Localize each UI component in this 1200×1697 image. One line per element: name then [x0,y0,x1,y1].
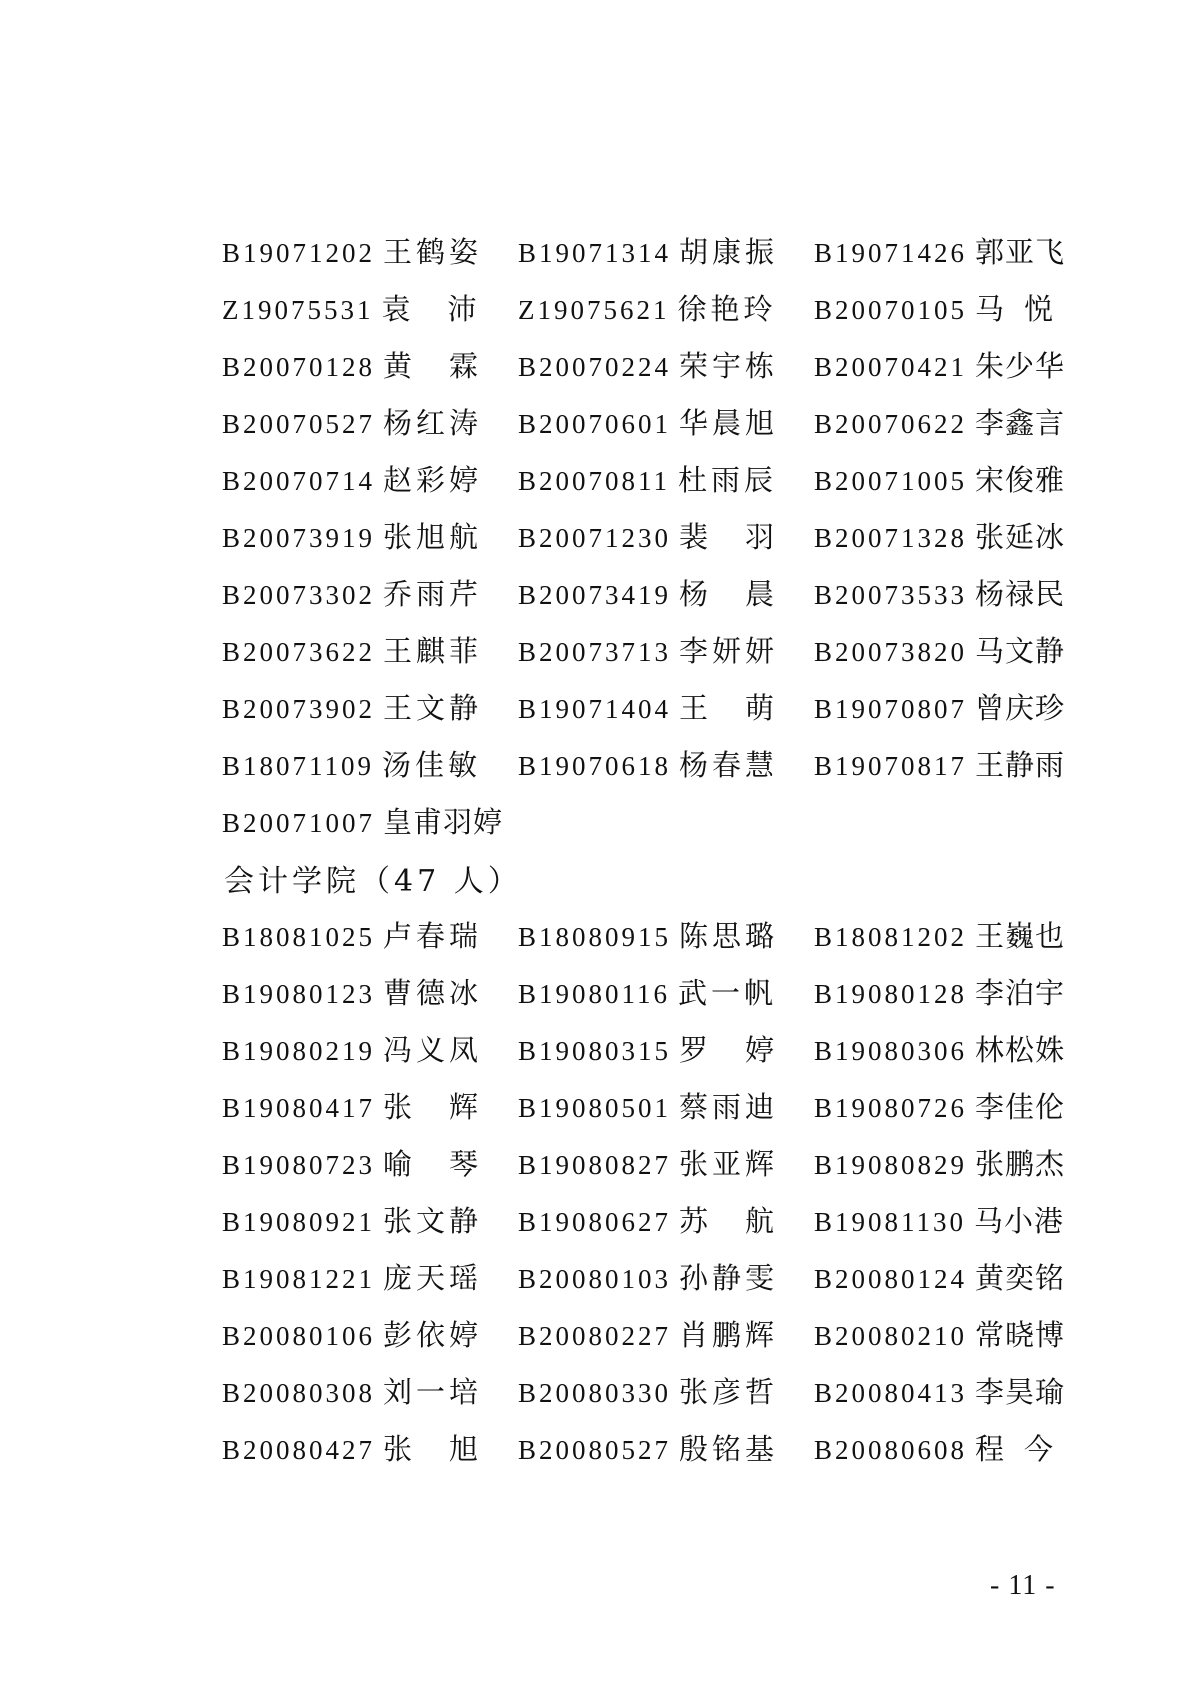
student-entry [518,1199,814,1240]
student-id: B20080413 [814,1378,968,1408]
list-row [222,621,1082,678]
student-entry [518,572,814,613]
student-entry [518,1427,814,1468]
student-name: 胡康振 [679,235,776,269]
student-entry [518,230,814,271]
list-row [222,507,1082,564]
student-name: 肖鹏辉 [679,1318,776,1352]
student-id: B19080123 [222,979,376,1009]
student-entry [222,686,518,727]
student-id: B20070714 [222,466,376,496]
student-entry [222,800,504,841]
student-name: 杨红涛 [383,406,480,440]
student-id: B20080106 [222,1321,376,1351]
student-id: B20080330 [518,1378,672,1408]
student-name: 宋俊雅 [975,463,1066,497]
student-name: 曾庆珍 [975,691,1066,725]
student-name: 王静雨 [975,748,1066,782]
student-entry [222,1427,518,1468]
student-id: B19070807 [814,694,968,724]
student-name: 张亚辉 [679,1147,776,1181]
student-id: B20080427 [222,1435,376,1465]
student-id: B19080315 [518,1036,672,1066]
student-entry [814,1427,1054,1468]
student-name: 王巍也 [975,919,1066,953]
student-name: 黄奕铭 [975,1261,1066,1295]
student-id: B20073820 [814,637,968,667]
student-id: B18081202 [814,922,968,952]
student-entry [814,743,1066,784]
student-id: B20070601 [518,409,672,439]
student-entry [814,971,1066,1012]
student-entry [518,1313,814,1354]
student-id: B19080306 [814,1036,968,1066]
student-entry [814,629,1066,670]
student-entry [518,629,814,670]
student-name: 裴 羽 [679,520,776,554]
student-id: B20070224 [518,352,672,382]
student-name: 张彦哲 [679,1375,776,1409]
student-name: 冯义凤 [383,1033,480,1067]
student-id: B20071005 [814,466,968,496]
student-entry [814,401,1066,442]
student-entry [222,971,518,1012]
student-name: 李鑫言 [975,406,1066,440]
student-id: B20080608 [814,1435,968,1465]
student-id: B20071328 [814,523,968,553]
list-row [222,1305,1082,1362]
student-name: 皇甫羽婷 [383,805,504,839]
student-name: 罗 婷 [679,1033,776,1067]
student-id: B19071404 [518,694,672,724]
student-id: B19080726 [814,1093,968,1123]
student-name: 郭亚飞 [975,235,1066,269]
student-entry [814,458,1066,499]
student-name: 王麒菲 [383,634,480,668]
student-name: 张文静 [383,1204,480,1238]
student-entry [518,914,814,955]
list-row [222,1248,1082,1305]
student-entry [222,572,518,613]
student-id: B20071007 [222,808,376,838]
student-entry [814,344,1066,385]
student-id: B20071230 [518,523,672,553]
student-entry [222,230,518,271]
student-name: 张旭航 [383,520,480,554]
student-name: 李佳伦 [975,1090,1066,1124]
student-name: 张 辉 [383,1090,480,1124]
student-id: B19080829 [814,1150,968,1180]
student-name: 苏 航 [679,1204,776,1238]
student-id: B19080627 [518,1207,672,1237]
student-id: B19081221 [222,1264,376,1294]
student-id: B19070817 [814,751,968,781]
student-name: 乔雨芹 [383,577,480,611]
list-row [222,1191,1082,1248]
list-row [222,279,1082,336]
student-name: 徐艳玲 [677,292,774,326]
student-entry [518,686,814,727]
student-id: B20080103 [518,1264,672,1294]
student-name: 黄 霖 [383,349,480,383]
student-name: 庞天瑶 [383,1261,480,1295]
student-entry [222,743,518,784]
student-list [222,222,1082,1476]
page-number: - 11 - [990,1570,1056,1601]
student-name: 荣宇栋 [679,349,776,383]
student-id: B20073622 [222,637,376,667]
list-row [222,678,1082,735]
student-id: B20070421 [814,352,968,382]
student-name: 武一帆 [678,976,775,1010]
student-name: 马文静 [975,634,1066,668]
list-row [222,906,1082,963]
student-id: B20073902 [222,694,376,724]
student-id: B20080124 [814,1264,968,1294]
student-name: 喻 琴 [383,1147,480,1181]
student-entry [814,1199,1065,1240]
student-id: B19080116 [518,979,671,1009]
list-row [222,1134,1082,1191]
student-entry [518,344,814,385]
student-entry [814,1256,1066,1297]
student-name: 朱少华 [975,349,1066,383]
student-entry [814,572,1066,613]
student-entry [222,287,518,328]
student-entry [518,1142,814,1183]
student-id: B19080723 [222,1150,376,1180]
student-entry [814,1085,1066,1126]
student-entry [518,1028,814,1069]
student-entry [518,1085,814,1126]
student-entry [814,515,1066,556]
student-id: B20070128 [222,352,376,382]
student-name: 王鹤姿 [383,235,480,269]
student-id: B19080219 [222,1036,376,1066]
student-entry [222,515,518,556]
student-name: 常晓博 [975,1318,1066,1352]
list-row [222,222,1082,279]
student-name: 张延冰 [975,520,1066,554]
student-id: B20073419 [518,580,672,610]
student-name: 张 旭 [383,1432,480,1466]
student-entry [814,1142,1066,1183]
list-row [222,792,1082,849]
section-heading: 会计学院（47 人） [224,863,522,899]
student-name: 曹德冰 [383,976,480,1010]
student-id: B20080210 [814,1321,968,1351]
student-name: 汤佳敏 [382,748,479,782]
student-name: 马小港 [974,1204,1065,1238]
student-name: 李泊宇 [975,976,1066,1010]
student-id: B19080827 [518,1150,672,1180]
student-entry [518,743,814,784]
list-row [222,393,1082,450]
student-entry [518,971,814,1012]
list-row [222,1362,1082,1419]
student-name: 程 今 [975,1432,1054,1466]
student-id: Z19075531 [222,295,374,325]
student-entry [518,458,814,499]
student-id: B20073713 [518,637,672,667]
student-name: 刘一培 [383,1375,480,1409]
student-name: 蔡雨迪 [679,1090,776,1124]
student-id: B18080915 [518,922,672,952]
student-name: 林松姝 [975,1033,1066,1067]
student-entry [222,1085,518,1126]
student-entry [518,1256,814,1297]
student-entry [222,1142,518,1183]
student-id: Z19075621 [518,295,670,325]
student-entry [518,515,814,556]
student-id: B20073302 [222,580,376,610]
student-entry [814,914,1066,955]
student-entry [518,287,814,328]
student-entry [222,629,518,670]
student-entry [518,1370,814,1411]
student-name: 张鹏杰 [975,1147,1066,1181]
student-name: 杨春慧 [679,748,776,782]
list-row [222,336,1082,393]
student-id: B20080527 [518,1435,672,1465]
list-row [222,963,1082,1020]
student-entry [222,1028,518,1069]
student-entry [814,230,1066,271]
student-entry [814,1028,1066,1069]
student-entry [518,401,814,442]
student-name: 李妍妍 [679,634,776,668]
student-id: B19071426 [814,238,968,268]
student-name: 杜雨辰 [678,463,775,497]
student-id: B20080227 [518,1321,672,1351]
student-name: 彭依婷 [383,1318,480,1352]
student-entry [814,287,1054,328]
student-name: 王文静 [383,691,480,725]
list-row [222,1419,1082,1476]
student-id: B19080128 [814,979,968,1009]
student-entry [222,914,518,955]
student-entry [222,344,518,385]
student-id: B19071314 [518,238,672,268]
list-row [222,450,1082,507]
student-name: 李昊瑜 [975,1375,1066,1409]
student-name: 马 悦 [975,292,1054,326]
student-name: 袁 沛 [381,292,478,326]
student-id: B20073533 [814,580,968,610]
student-entry [222,401,518,442]
list-row [222,1077,1082,1134]
student-entry [222,1370,518,1411]
student-id: B19080417 [222,1093,376,1123]
student-id: B19080921 [222,1207,376,1237]
list-row [222,564,1082,621]
student-name: 孙静雯 [679,1261,776,1295]
student-name: 杨禄民 [975,577,1066,611]
student-name: 陈思璐 [679,919,776,953]
student-id: B20080308 [222,1378,376,1408]
student-entry [814,686,1066,727]
student-entry [222,1199,518,1240]
student-id: B19080501 [518,1093,672,1123]
student-name: 杨 晨 [679,577,776,611]
student-id: B20070622 [814,409,968,439]
student-id: B19070618 [518,751,672,781]
student-name: 殷铭基 [679,1432,776,1466]
student-id: B19071202 [222,238,376,268]
student-entry [814,1370,1066,1411]
student-entry [222,458,518,499]
student-name: 赵彩婷 [383,463,480,497]
student-entry [814,1313,1066,1354]
student-name: 卢春瑞 [383,919,480,953]
student-entry [222,1256,518,1297]
list-row [222,1020,1082,1077]
student-id: B18071109 [222,751,375,781]
student-id: B20070811 [518,466,671,496]
student-id: B18081025 [222,922,376,952]
student-name: 王 萌 [679,691,776,725]
student-id: B19081130 [814,1207,967,1237]
section-heading-row [222,849,1082,906]
student-id: B20070527 [222,409,376,439]
student-entry [222,1313,518,1354]
student-id: B20073919 [222,523,376,553]
student-id: B20070105 [814,295,968,325]
list-row [222,735,1082,792]
student-name: 华晨旭 [679,406,776,440]
